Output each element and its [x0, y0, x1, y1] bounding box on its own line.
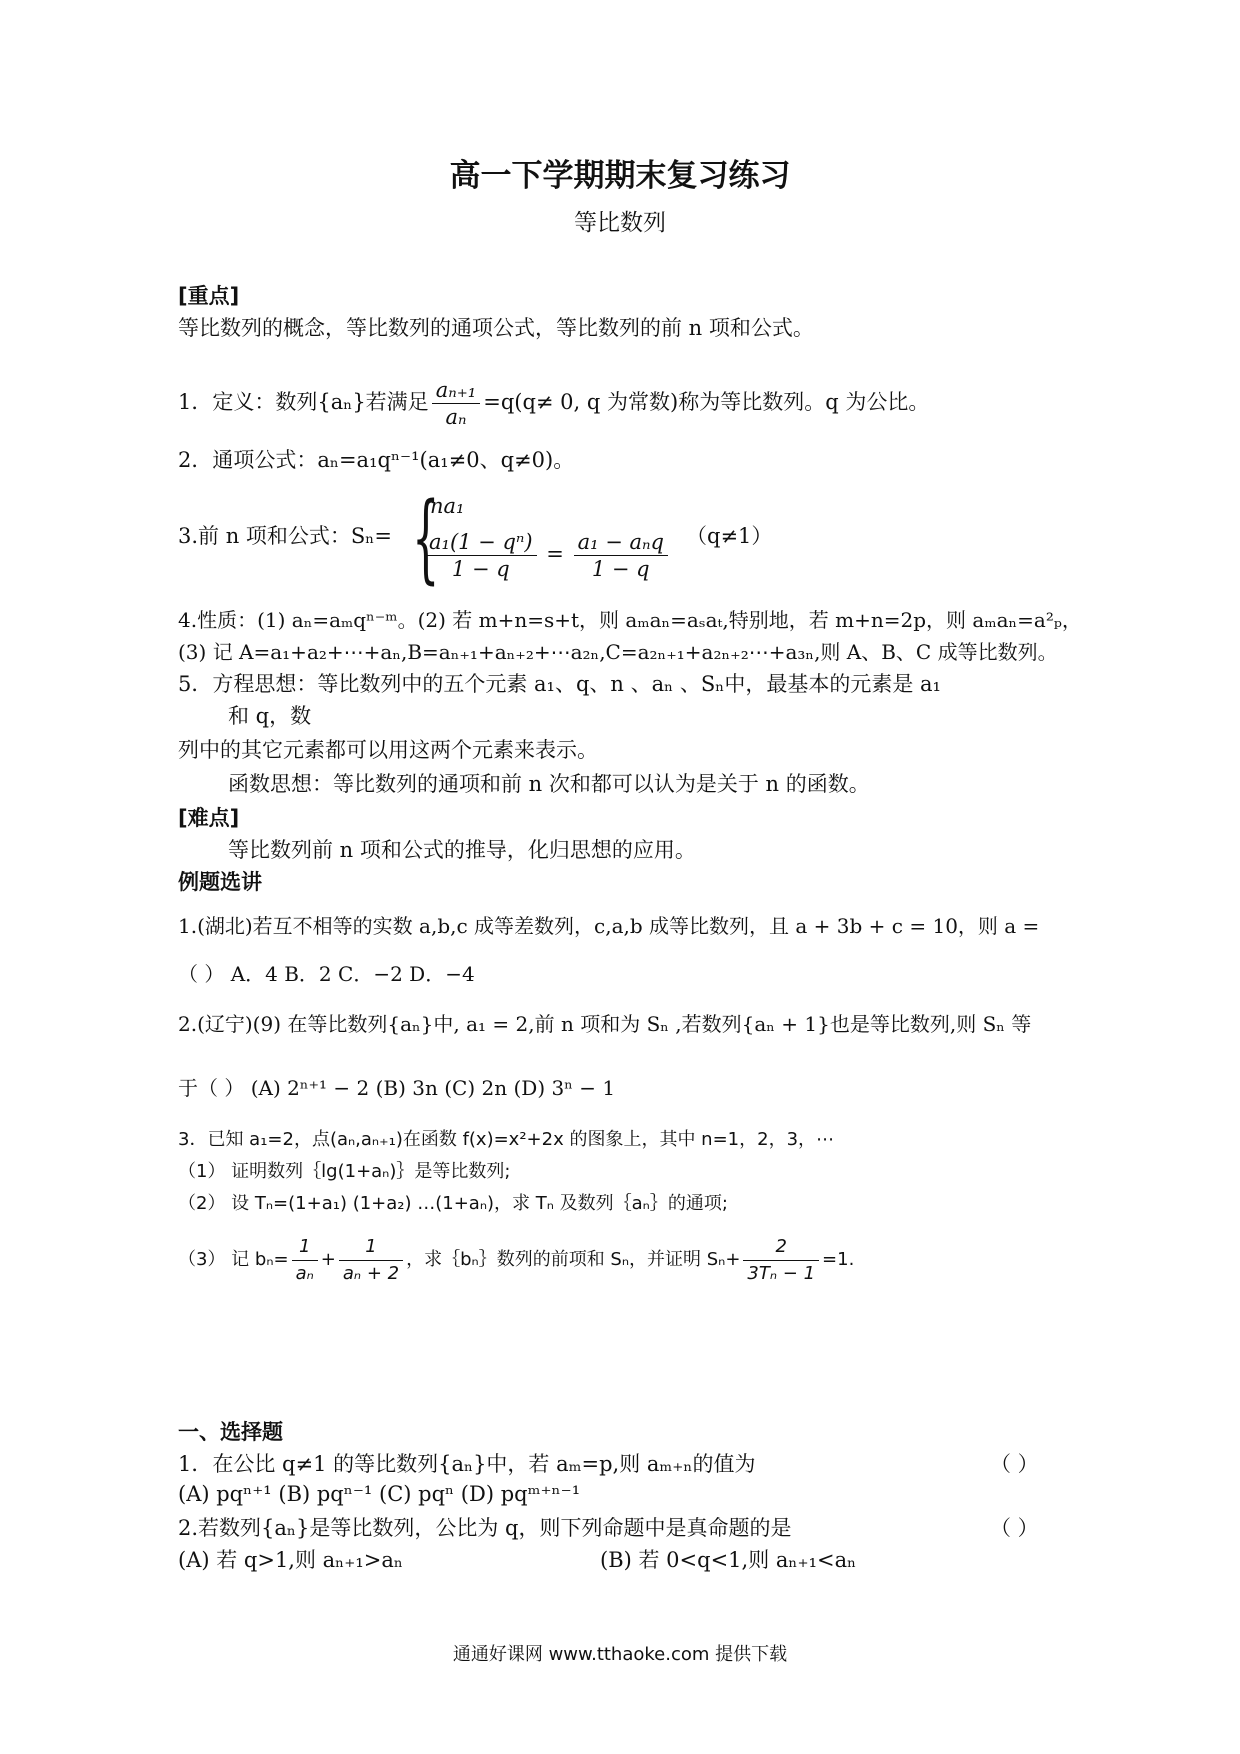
definition-prefix: 1．定义：数列{aₙ}若满足 — [178, 390, 429, 414]
example-3-part-2: （2） 设 Tₙ=(1+a₁) (1+a₂) …(1+aₙ)，求 Tₙ 及数列｛aₙ｝的通项; — [178, 1193, 728, 1214]
equation-idea-line-1: 5．方程思想：等比数列中的五个元素 a₁、q、n 、aₙ 、Sₙ中，最基本的元素是 a₁ — [178, 672, 941, 696]
definition-ratio — [432, 377, 481, 430]
example-3-question: 3．已知 a₁=2，点(aₙ,aₙ₊₁)在函数 f(x)=x²+2x 的图象上，其中 n=1，2，3，⋯ — [178, 1129, 835, 1150]
sum-formula-prefix: 3.前 n 项和公式：Sₙ= — [178, 524, 392, 548]
example-3-part-3-prefix: （3） 记 bₙ= — [178, 1249, 289, 1270]
sum-fraction-2 — [574, 529, 668, 582]
proof-fraction-denominator: 3Tₙ − 1 — [747, 1262, 816, 1284]
sum-formula-case1: na₁ — [430, 494, 465, 518]
sum-fraction-1-numerator: a₁(1 − qⁿ) — [425, 529, 537, 556]
example-2-options: 于（ ） (A) 2ⁿ⁺¹ − 2 (B) 3n (C) 2n (D) 3ⁿ − 1 — [178, 1076, 616, 1100]
footer-source: 通通好课网 www.tthaoke.com 提供下载 — [452, 1644, 788, 1665]
general-term-formula: 2．通项公式：aₙ=a₁qⁿ⁻¹(a₁≠0、q≠0)。 — [178, 448, 575, 472]
sum-formula-condition: （q≠1） — [686, 524, 773, 548]
definition-ratio-denominator: aₙ — [445, 405, 467, 429]
example-1-options: （ ） A．4 B．2 C．−2 D．−4 — [178, 962, 475, 986]
example-3-part-1: （1） 证明数列｛lg(1+aₙ)｝是等比数列; — [178, 1161, 511, 1182]
difficult-points-text: 等比数列前 n 项和公式的推导，化归思想的应用。 — [228, 838, 696, 862]
sum-fraction-equals: = — [546, 542, 564, 566]
example-2-question: 2.(辽宁)(9) 在等比数列{aₙ}中, a₁ = 2,前 n 项和为 Sₙ ,若数列{aₙ + 1}也是等比数列,则 Sₙ 等 — [178, 1012, 1032, 1036]
choice-question-2-answer-bracket: （ ） — [990, 1516, 1039, 1540]
definition-suffix: =q(q≠ 0, q 为常数)称为等比数列。q 为公比。 — [483, 390, 930, 414]
sum-fraction-2-numerator: a₁ − aₙq — [574, 529, 668, 556]
b-n-fraction-2-denominator: aₙ + 2 — [342, 1262, 400, 1284]
difficult-points-heading: [难点] — [178, 806, 240, 830]
choice-question-1-options: (A) pqⁿ⁺¹ (B) pqⁿ⁻¹ (C) pqⁿ (D) pqᵐ⁺ⁿ⁻¹ — [178, 1482, 581, 1506]
choice-question-2-option-a: (A) 若 q>1,则 aₙ₊₁>aₙ — [178, 1548, 403, 1572]
sum-fraction-1 — [425, 529, 537, 582]
page-title: 高一下学期期末复习练习 — [449, 158, 791, 194]
b-n-fraction-1-denominator: aₙ — [295, 1262, 314, 1284]
b-n-fraction-1-numerator: 1 — [292, 1234, 318, 1261]
example-3-part-3-middle: ，求｛bₙ｝数列的前项和 Sₙ，并证明 Sₙ+ — [406, 1249, 741, 1270]
page-subtitle: 等比数列 — [574, 210, 666, 236]
sum-formula-brace: { — [412, 482, 440, 594]
example-1-question: 1.(湖北)若互不相等的实数 a,b,c 成等差数列，c,a,b 成等比数列，且 a + 3b + c = 10，则 a = — [178, 914, 1040, 938]
equation-idea-line-2: 和 q，数 — [228, 704, 312, 728]
function-idea-line: 函数思想：等比数列的通项和前 n 次和都可以认为是关于 n 的函数。 — [228, 772, 870, 796]
key-points-intro: 等比数列的概念，等比数列的通项公式，等比数列的前 n 项和公式。 — [178, 316, 814, 340]
key-points-heading: [重点] — [178, 284, 240, 308]
sum-formula-case2 — [422, 526, 671, 582]
sum-fraction-2-denominator: 1 − q — [591, 557, 650, 581]
choice-section-heading: 一、选择题 — [178, 1420, 283, 1444]
choice-question-1: 1．在公比 q≠1 的等比数列{aₙ}中，若 aₘ=p,则 aₘ₊ₙ的值为 — [178, 1452, 756, 1476]
example-3-part-3 — [178, 1232, 854, 1288]
example-3-part-3-suffix: =1. — [822, 1249, 855, 1270]
proof-fraction-numerator: 2 — [743, 1234, 819, 1261]
sum-fraction-1-denominator: 1 − q — [451, 557, 510, 581]
b-n-fraction-1 — [292, 1234, 318, 1287]
definition-ratio-numerator: aₙ₊₁ — [432, 377, 481, 404]
properties-line-1: 4.性质：(1) aₙ=aₘqⁿ⁻ᵐ。(2) 若 m+n=s+t，则 aₘaₙ=aₛaₜ,特别地，若 m+n=2p，则 aₘaₙ=a²ₚ， — [178, 608, 1082, 632]
definition-line — [178, 374, 929, 430]
b-n-fraction-2 — [339, 1234, 403, 1287]
proof-fraction — [743, 1234, 819, 1287]
b-n-fraction-2-numerator: 1 — [339, 1234, 403, 1261]
examples-heading: 例题选讲 — [178, 870, 262, 894]
properties-line-2: (3) 记 A=a₁+a₂+⋯+aₙ,B=aₙ₊₁+aₙ₊₂+⋯a₂ₙ,C=a₂ₙ₊₁+a₂ₙ₊₂⋯+a₃ₙ,则 A、B、C 成等比数列。 — [178, 640, 1058, 664]
choice-question-1-answer-bracket: （ ） — [990, 1452, 1039, 1476]
choice-question-2: 2.若数列{aₙ}是等比数列，公比为 q，则下列命题中是真命题的是 — [178, 1516, 792, 1540]
b-n-plus: + — [320, 1249, 336, 1270]
choice-question-2-option-b: (B) 若 0<q<1,则 aₙ₊₁<aₙ — [600, 1548, 857, 1572]
equation-idea-line-3: 列中的其它元素都可以用这两个元素来表示。 — [178, 738, 598, 762]
